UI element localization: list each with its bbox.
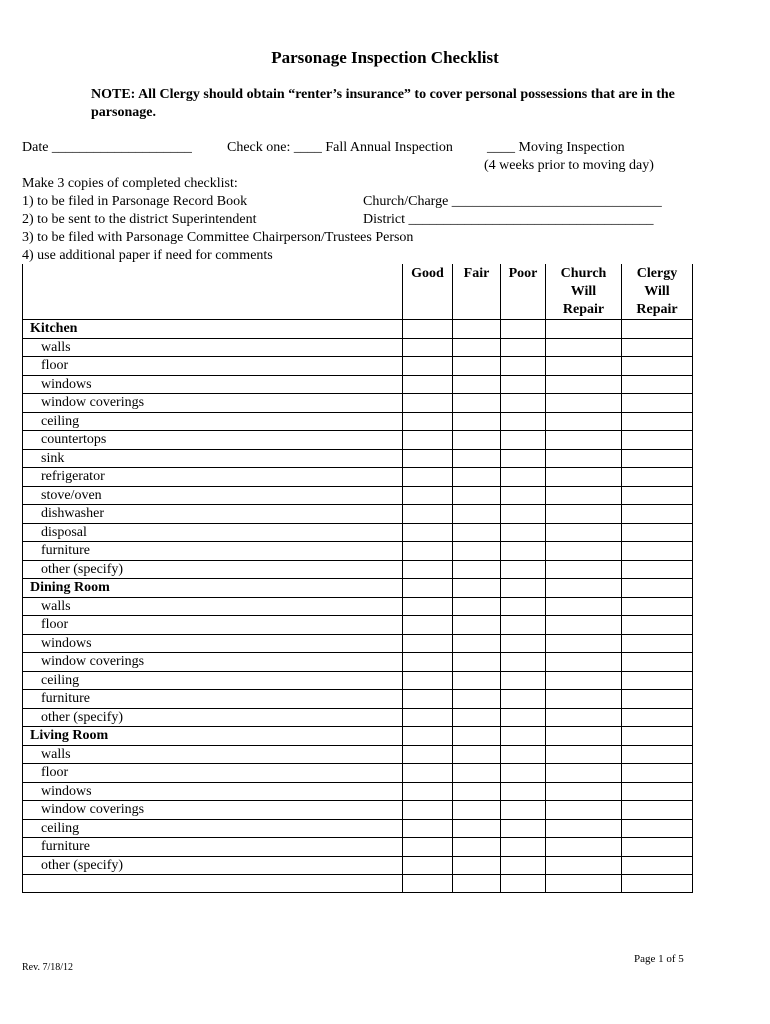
rating-cell[interactable] bbox=[622, 579, 693, 598]
table-row bbox=[23, 375, 693, 394]
table-row bbox=[23, 653, 693, 672]
rating-cell[interactable] bbox=[622, 357, 693, 376]
rating-cell[interactable] bbox=[453, 782, 501, 801]
rating-cell[interactable] bbox=[403, 375, 453, 394]
rating-cell[interactable] bbox=[622, 616, 693, 635]
rating-cell[interactable] bbox=[546, 338, 622, 357]
rating-cell[interactable] bbox=[453, 690, 501, 709]
rating-cell[interactable] bbox=[622, 468, 693, 487]
rating-cell[interactable] bbox=[546, 745, 622, 764]
rating-cell[interactable] bbox=[501, 690, 546, 709]
column-header-fair: Fair bbox=[453, 264, 501, 320]
rating-cell[interactable] bbox=[453, 671, 501, 690]
item-label: windows bbox=[23, 375, 403, 394]
rating-cell[interactable] bbox=[622, 431, 693, 450]
rating-cell[interactable] bbox=[403, 819, 453, 838]
table-row bbox=[23, 338, 693, 357]
rating-cell[interactable] bbox=[622, 745, 693, 764]
rating-cell[interactable] bbox=[501, 653, 546, 672]
column-header-good: Good bbox=[403, 264, 453, 320]
blank-row bbox=[23, 875, 693, 893]
rating-cell[interactable] bbox=[453, 486, 501, 505]
rating-cell[interactable] bbox=[403, 431, 453, 450]
table-row bbox=[23, 801, 693, 820]
rating-cell[interactable] bbox=[501, 708, 546, 727]
rating-cell[interactable] bbox=[403, 653, 453, 672]
rating-cell[interactable] bbox=[501, 597, 546, 616]
rating-cell[interactable] bbox=[403, 560, 453, 579]
rating-cell[interactable] bbox=[501, 338, 546, 357]
item-label: ceiling bbox=[23, 671, 403, 690]
rating-cell[interactable] bbox=[501, 819, 546, 838]
item-label: walls bbox=[23, 338, 403, 357]
rating-cell[interactable] bbox=[622, 838, 693, 857]
rating-cell[interactable] bbox=[501, 745, 546, 764]
item-label: sink bbox=[23, 449, 403, 468]
rating-cell[interactable] bbox=[453, 653, 501, 672]
rating-cell[interactable] bbox=[453, 597, 501, 616]
inspection-table bbox=[22, 264, 693, 893]
rating-cell[interactable] bbox=[501, 523, 546, 542]
rating-cell[interactable] bbox=[403, 357, 453, 376]
table-row bbox=[23, 394, 693, 413]
rating-cell[interactable] bbox=[453, 523, 501, 542]
rating-cell[interactable] bbox=[546, 708, 622, 727]
rating-cell[interactable] bbox=[453, 708, 501, 727]
rating-cell[interactable] bbox=[622, 449, 693, 468]
page-title: Parsonage Inspection Checklist bbox=[271, 48, 499, 67]
table-row bbox=[23, 690, 693, 709]
rating-cell[interactable] bbox=[403, 634, 453, 653]
header-item-cell bbox=[23, 264, 403, 320]
rating-cell[interactable] bbox=[501, 727, 546, 746]
rating-cell[interactable] bbox=[453, 560, 501, 579]
item-label: other (specify) bbox=[23, 856, 403, 875]
section-label: Living Room bbox=[23, 727, 403, 746]
item-label: dishwasher bbox=[23, 505, 403, 524]
section-row bbox=[23, 727, 693, 746]
rating-cell[interactable] bbox=[403, 616, 453, 635]
blank-cell[interactable] bbox=[453, 875, 501, 893]
date-field[interactable]: Date ____________________ bbox=[22, 140, 192, 155]
moving-inspection-note: (4 weeks prior to moving day) bbox=[484, 158, 654, 173]
section-label: Dining Room bbox=[23, 579, 403, 598]
rating-cell[interactable] bbox=[622, 782, 693, 801]
item-label: floor bbox=[23, 764, 403, 783]
rating-cell[interactable] bbox=[501, 412, 546, 431]
rating-cell[interactable] bbox=[403, 542, 453, 561]
column-header-poor: Poor bbox=[501, 264, 546, 320]
rating-cell[interactable] bbox=[501, 801, 546, 820]
rating-cell[interactable] bbox=[403, 690, 453, 709]
section-row bbox=[23, 579, 693, 598]
rating-cell[interactable] bbox=[403, 782, 453, 801]
rating-cell[interactable] bbox=[453, 819, 501, 838]
rating-cell[interactable] bbox=[501, 560, 546, 579]
rating-cell[interactable] bbox=[501, 838, 546, 857]
column-header-church-will-repair: Church Will Repair bbox=[546, 264, 622, 320]
rating-cell[interactable] bbox=[622, 542, 693, 561]
item-label: window coverings bbox=[23, 394, 403, 413]
item-label: window coverings bbox=[23, 801, 403, 820]
rating-cell[interactable] bbox=[453, 468, 501, 487]
rating-cell[interactable] bbox=[403, 505, 453, 524]
rating-cell[interactable] bbox=[546, 320, 622, 339]
rating-cell[interactable] bbox=[501, 468, 546, 487]
rating-cell[interactable] bbox=[546, 486, 622, 505]
rating-cell[interactable] bbox=[546, 560, 622, 579]
rating-cell[interactable] bbox=[622, 394, 693, 413]
rating-cell[interactable] bbox=[453, 375, 501, 394]
insurance-note: NOTE: All Clergy should obtain “renter’s insurance” to cover personal possessions that are in the parsonage. bbox=[91, 87, 675, 120]
table-row bbox=[23, 486, 693, 505]
rating-cell[interactable] bbox=[546, 394, 622, 413]
rating-cell[interactable] bbox=[453, 394, 501, 413]
rating-cell[interactable] bbox=[453, 505, 501, 524]
rating-cell[interactable] bbox=[546, 671, 622, 690]
item-label: other (specify) bbox=[23, 708, 403, 727]
rating-cell[interactable] bbox=[501, 505, 546, 524]
rating-cell[interactable] bbox=[453, 542, 501, 561]
item-label: floor bbox=[23, 616, 403, 635]
rating-cell[interactable] bbox=[546, 801, 622, 820]
rating-cell[interactable] bbox=[453, 727, 501, 746]
rating-cell[interactable] bbox=[453, 838, 501, 857]
rating-cell[interactable] bbox=[622, 634, 693, 653]
rating-cell[interactable] bbox=[501, 486, 546, 505]
rating-cell[interactable] bbox=[501, 782, 546, 801]
item-label: refrigerator bbox=[23, 468, 403, 487]
rating-cell[interactable] bbox=[546, 616, 622, 635]
page-number: Page 1 of 5 bbox=[634, 953, 684, 965]
church-charge-field[interactable]: Church/Charge ______________________________ bbox=[363, 194, 662, 209]
item-label: stove/oven bbox=[23, 486, 403, 505]
rating-cell[interactable] bbox=[501, 764, 546, 783]
table-row bbox=[23, 782, 693, 801]
rating-cell[interactable] bbox=[546, 357, 622, 376]
rating-cell[interactable] bbox=[501, 579, 546, 598]
table-row bbox=[23, 616, 693, 635]
rating-cell[interactable] bbox=[546, 449, 622, 468]
rating-cell[interactable] bbox=[453, 357, 501, 376]
rating-cell[interactable] bbox=[501, 357, 546, 376]
copies-item: 1) to be filed in Parsonage Record Book bbox=[22, 194, 248, 209]
item-label: furniture bbox=[23, 542, 403, 561]
rating-cell[interactable] bbox=[501, 320, 546, 339]
copies-item: 4) use additional paper if need for comments bbox=[22, 248, 273, 263]
rating-cell[interactable] bbox=[622, 671, 693, 690]
rating-cell[interactable] bbox=[501, 671, 546, 690]
rating-cell[interactable] bbox=[403, 838, 453, 857]
table-row bbox=[23, 819, 693, 838]
rating-cell[interactable] bbox=[546, 412, 622, 431]
rating-cell[interactable] bbox=[501, 616, 546, 635]
rating-cell[interactable] bbox=[622, 523, 693, 542]
table-row bbox=[23, 542, 693, 561]
rating-cell[interactable] bbox=[403, 856, 453, 875]
rating-cell[interactable] bbox=[453, 856, 501, 875]
copies-item: 3) to be filed with Parsonage Committee Chairperson/Trustees Person bbox=[22, 230, 414, 245]
rating-cell[interactable] bbox=[546, 523, 622, 542]
copies-heading: Make 3 copies of completed checklist: bbox=[22, 176, 238, 191]
rating-cell[interactable] bbox=[546, 819, 622, 838]
rating-cell[interactable] bbox=[501, 449, 546, 468]
rating-cell[interactable] bbox=[546, 764, 622, 783]
table-row bbox=[23, 357, 693, 376]
rating-cell[interactable] bbox=[546, 505, 622, 524]
item-label: window coverings bbox=[23, 653, 403, 672]
item-label: furniture bbox=[23, 838, 403, 857]
rating-cell[interactable] bbox=[453, 634, 501, 653]
rating-cell[interactable] bbox=[546, 727, 622, 746]
rating-cell[interactable] bbox=[453, 616, 501, 635]
rating-cell[interactable] bbox=[403, 597, 453, 616]
column-header-clergy-will-repair: Clergy Will Repair bbox=[622, 264, 693, 320]
rating-cell[interactable] bbox=[546, 597, 622, 616]
rating-cell[interactable] bbox=[546, 375, 622, 394]
table-row bbox=[23, 468, 693, 487]
rating-cell[interactable] bbox=[546, 579, 622, 598]
table-row bbox=[23, 764, 693, 783]
rating-cell[interactable] bbox=[403, 412, 453, 431]
rating-cell[interactable] bbox=[622, 856, 693, 875]
rating-cell[interactable] bbox=[622, 819, 693, 838]
rating-cell[interactable] bbox=[453, 431, 501, 450]
item-label: countertops bbox=[23, 431, 403, 450]
rating-cell[interactable] bbox=[453, 764, 501, 783]
rating-cell[interactable] bbox=[546, 782, 622, 801]
rating-cell[interactable] bbox=[546, 468, 622, 487]
rating-cell[interactable] bbox=[501, 634, 546, 653]
rating-cell[interactable] bbox=[622, 727, 693, 746]
table-row bbox=[23, 505, 693, 524]
rating-cell[interactable] bbox=[403, 449, 453, 468]
item-label: walls bbox=[23, 745, 403, 764]
table-row bbox=[23, 412, 693, 431]
rating-cell[interactable] bbox=[403, 320, 453, 339]
blank-cell[interactable] bbox=[501, 875, 546, 893]
rating-cell[interactable] bbox=[403, 708, 453, 727]
table-row bbox=[23, 431, 693, 450]
rating-cell[interactable] bbox=[403, 486, 453, 505]
revision-date: Rev. 7/18/12 bbox=[22, 962, 74, 973]
rating-cell[interactable] bbox=[622, 505, 693, 524]
rating-cell[interactable] bbox=[403, 394, 453, 413]
rating-cell[interactable] bbox=[453, 412, 501, 431]
rating-cell[interactable] bbox=[546, 542, 622, 561]
table-header-row bbox=[23, 264, 693, 320]
rating-cell[interactable] bbox=[622, 690, 693, 709]
rating-cell[interactable] bbox=[403, 764, 453, 783]
rating-cell[interactable] bbox=[546, 431, 622, 450]
rating-cell[interactable] bbox=[622, 708, 693, 727]
rating-cell[interactable] bbox=[622, 338, 693, 357]
rating-cell[interactable] bbox=[622, 320, 693, 339]
section-row bbox=[23, 320, 693, 339]
rating-cell[interactable] bbox=[501, 856, 546, 875]
blank-cell[interactable] bbox=[403, 875, 453, 893]
rating-cell[interactable] bbox=[403, 579, 453, 598]
rating-cell[interactable] bbox=[501, 375, 546, 394]
item-label: floor bbox=[23, 357, 403, 376]
table-row bbox=[23, 745, 693, 764]
rating-cell[interactable] bbox=[403, 468, 453, 487]
rating-cell[interactable] bbox=[403, 801, 453, 820]
rating-cell[interactable] bbox=[546, 690, 622, 709]
rating-cell[interactable] bbox=[622, 375, 693, 394]
table-row bbox=[23, 560, 693, 579]
table-body bbox=[23, 320, 693, 893]
rating-cell[interactable] bbox=[403, 671, 453, 690]
rating-cell[interactable] bbox=[501, 542, 546, 561]
rating-cell[interactable] bbox=[403, 338, 453, 357]
rating-cell[interactable] bbox=[622, 764, 693, 783]
rating-cell[interactable] bbox=[453, 338, 501, 357]
rating-cell[interactable] bbox=[622, 486, 693, 505]
blank-cell[interactable] bbox=[622, 875, 693, 893]
copies-item: 2) to be sent to the district Superintendent bbox=[22, 212, 257, 227]
rating-cell[interactable] bbox=[546, 856, 622, 875]
rating-cell[interactable] bbox=[453, 320, 501, 339]
rating-cell[interactable] bbox=[403, 727, 453, 746]
rating-cell[interactable] bbox=[546, 838, 622, 857]
item-label: disposal bbox=[23, 523, 403, 542]
section-label: Kitchen bbox=[23, 320, 403, 339]
district-field[interactable]: District ___________________________________ bbox=[363, 212, 654, 227]
rating-cell[interactable] bbox=[501, 431, 546, 450]
rating-cell[interactable] bbox=[453, 801, 501, 820]
rating-cell[interactable] bbox=[453, 579, 501, 598]
rating-cell[interactable] bbox=[622, 653, 693, 672]
item-label: ceiling bbox=[23, 819, 403, 838]
rating-cell[interactable] bbox=[622, 801, 693, 820]
item-label: windows bbox=[23, 634, 403, 653]
table-row bbox=[23, 856, 693, 875]
rating-cell[interactable] bbox=[501, 394, 546, 413]
rating-cell[interactable] bbox=[453, 745, 501, 764]
item-label: ceiling bbox=[23, 412, 403, 431]
table-row bbox=[23, 634, 693, 653]
fall-inspection-option[interactable]: Check one: ____ Fall Annual Inspection bbox=[227, 140, 453, 155]
rating-cell[interactable] bbox=[403, 745, 453, 764]
rating-cell[interactable] bbox=[453, 449, 501, 468]
blank-cell[interactable] bbox=[23, 875, 403, 893]
rating-cell[interactable] bbox=[622, 597, 693, 616]
table-row bbox=[23, 597, 693, 616]
table-row bbox=[23, 708, 693, 727]
rating-cell[interactable] bbox=[546, 634, 622, 653]
table-row bbox=[23, 671, 693, 690]
rating-cell[interactable] bbox=[403, 523, 453, 542]
item-label: windows bbox=[23, 782, 403, 801]
moving-inspection-option[interactable]: ____ Moving Inspection bbox=[487, 140, 625, 155]
blank-cell[interactable] bbox=[546, 875, 622, 893]
rating-cell[interactable] bbox=[546, 653, 622, 672]
rating-cell[interactable] bbox=[622, 412, 693, 431]
rating-cell[interactable] bbox=[622, 560, 693, 579]
item-label: other (specify) bbox=[23, 560, 403, 579]
item-label: furniture bbox=[23, 690, 403, 709]
table-row bbox=[23, 523, 693, 542]
table-row bbox=[23, 838, 693, 857]
table-row bbox=[23, 449, 693, 468]
item-label: walls bbox=[23, 597, 403, 616]
